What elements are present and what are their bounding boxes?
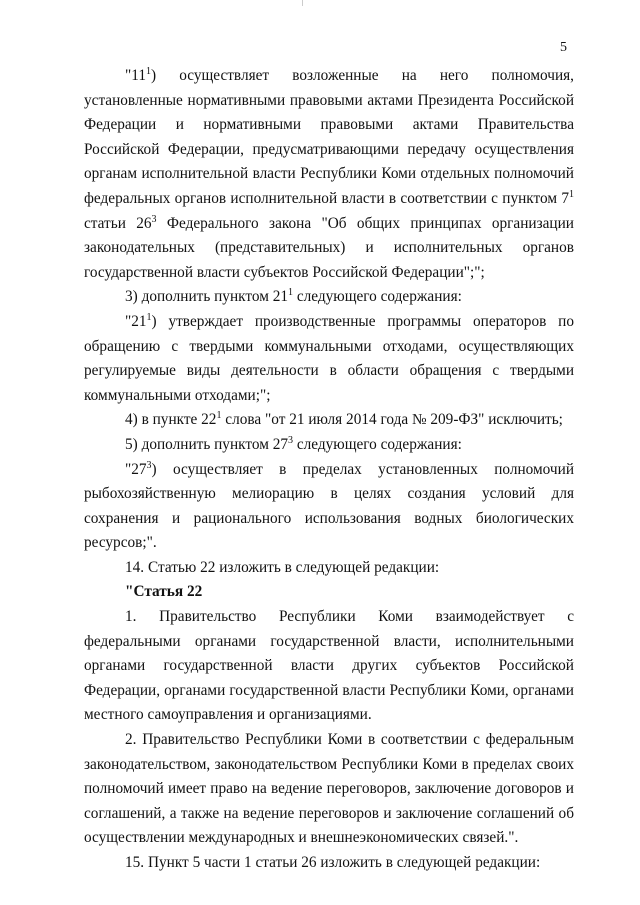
paragraph-item-3: 3) дополнить пунктом $21^1$ следующего содержания: xyxy=(125,287,462,306)
paragraph-item-5: 5) дополнить пунктом $27^3$ следующего содержания: xyxy=(125,434,462,453)
article-heading: "Статья 22 xyxy=(125,583,203,601)
paragraph-item-15: 15. Пункт 5 части 1 статьи 26 изложить в следующей редакции: xyxy=(125,854,541,871)
scan-mark xyxy=(302,0,303,6)
paragraph-amendment-27-3: "$27^3$) осуществляет в пределах установленных полномочий рыбохозяйственную мелиорацию в целях создания условий для сохранения и рационального использования водных биологических ресурсов;". xyxy=(84,459,574,552)
paragraph-article-part-2: 2. Правительство Республики Коми в соответствии с федеральным законодательством, законодательством Республики Коми в пределах своих полномочий имеет право на ведение переговоров, заключение договоров и соглашений, а также на ведение переговоров и заключение соглашений об осуществлении международных и внешнеэкономических связей.". xyxy=(84,731,574,847)
paragraph-amendment-11-1: "$11^1$) осуществляет возложенные на него полномочия, установленные нормативными правовыми актами Президента Российской Федерации и нормативными правовыми актами Правительства Российской Федерации, предусматривающими передачу осуществления органам исполнительной власти Республики Коми отдельных полномочий федеральных органов исполнительной власти в соответствии с пунктом $7^1$ статьи $26^3$ Федерального закона "Об общих принципах организации законодательных (представительных) и исполнительных органов государственной власти субъектов Российской Федерации";"; xyxy=(84,65,574,281)
page-number: 5 xyxy=(560,40,567,55)
paragraph-article-part-1: 1. Правительство Республики Коми взаимодействует с федеральными органами государственной власти, исполнительными органами государственной власти других субъектов Российской Федерации, органами государственной власти Республики Коми, органами местного самоуправления и организациями. xyxy=(84,608,574,724)
paragraph-item-4: 4) в пункте $22^1$ слова "от 21 июля 2014 года № 209-ФЗ" исключить; xyxy=(125,410,563,429)
document-body xyxy=(84,64,574,876)
paragraph-amendment-21-1: "$21^1$) утверждает производственные программы операторов по обращению с твердыми коммунальными отходами, осуществляющих регулируемые виды деятельности в области обращения с твердыми коммунальными отходами;"; xyxy=(84,311,574,404)
paragraph-item-14: 14. Статью 22 изложить в следующей редакции: xyxy=(125,558,440,576)
